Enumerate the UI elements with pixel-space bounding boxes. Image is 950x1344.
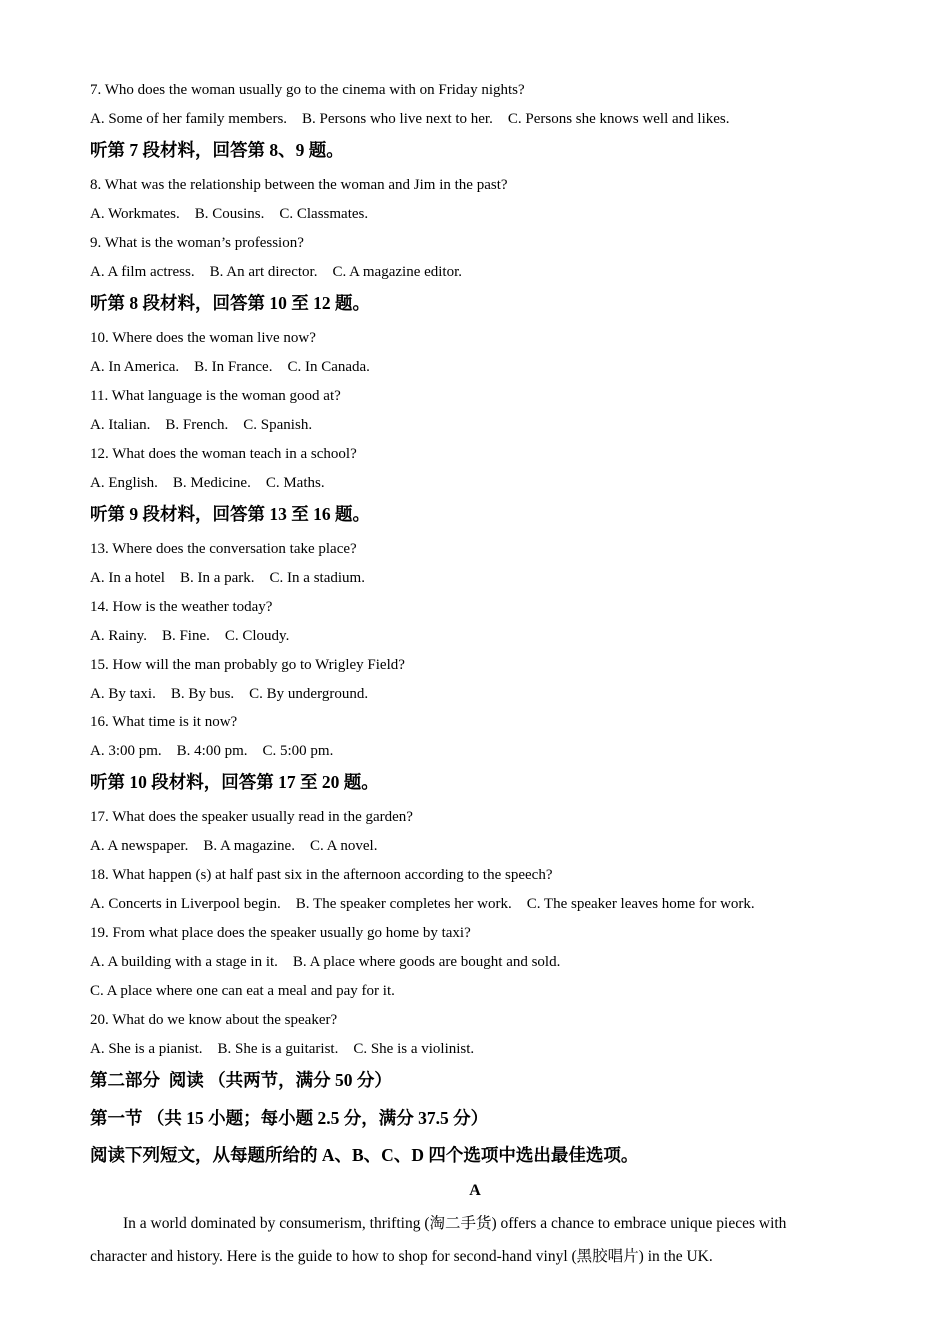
- question-text: 16. What time is it now?: [90, 714, 238, 730]
- section-heading: 听第 8 段材料，回答第 10 至 12 题。: [90, 293, 370, 313]
- answer-options: A. In America. B. In France. C. In Canada.: [90, 359, 370, 375]
- answer-options: A. A building with a stage in it. B. A place where goods are bought and sold.: [90, 954, 561, 970]
- answer-options: A. Italian. B. French. C. Spanish.: [90, 417, 313, 433]
- section-heading: 第二部分 阅读 （共两节，满分 50 分）: [90, 1070, 392, 1090]
- question-text: 11. What language is the woman good at?: [90, 388, 341, 404]
- question-text: 8. What was the relationship between the woman and Jim in the past?: [90, 177, 508, 193]
- question-text: 19. From what place does the speaker usually go home by taxi?: [90, 925, 471, 941]
- answer-options: A. She is a pianist. B. She is a guitarist. C. She is a violinist.: [90, 1041, 475, 1057]
- question-text: 20. What do we know about the speaker?: [90, 1012, 338, 1028]
- answer-options: A. Rainy. B. Fine. C. Cloudy.: [90, 628, 290, 644]
- section-heading: 听第 9 段材料，回答第 13 至 16 题。: [90, 504, 370, 524]
- answer-options: A. In a hotel B. In a park. C. In a stadium.: [90, 570, 365, 586]
- question-text: 7. Who does the woman usually go to the cinema with on Friday nights?: [90, 82, 525, 98]
- question-text: 15. How will the man probably go to Wrigley Field?: [90, 657, 405, 673]
- answer-options: A. A film actress. B. An art director. C. A magazine editor.: [90, 264, 463, 280]
- question-text: 17. What does the speaker usually read in the garden?: [90, 809, 413, 825]
- section-heading: 阅读下列短文，从每题所给的 A、B、C、D 四个选项中选出最佳选项。: [90, 1145, 639, 1165]
- question-text: 14. How is the weather today?: [90, 599, 273, 615]
- question-text: 12. What does the woman teach in a school?: [90, 446, 357, 462]
- answer-options: A. English. B. Medicine. C. Maths.: [90, 475, 325, 491]
- section-heading: 听第 10 段材料，回答第 17 至 20 题。: [90, 772, 379, 792]
- question-text: 13. Where does the conversation take place?: [90, 541, 357, 557]
- answer-options: A. 3:00 pm. B. 4:00 pm. C. 5:00 pm.: [90, 743, 334, 759]
- passage-title: A: [469, 1182, 481, 1199]
- answer-options: A. A newspaper. B. A magazine. C. A novel.: [90, 838, 378, 854]
- answer-options: C. A place where one can eat a meal and pay for it.: [90, 983, 395, 999]
- answer-options: A. Concerts in Liverpool begin. B. The speaker completes her work. C. The speaker leaves home for work.: [90, 896, 755, 912]
- answer-options: A. Some of her family members. B. Persons who live next to her. C. Persons she knows well and likes.: [90, 111, 730, 127]
- question-text: 9. What is the woman’s profession?: [90, 235, 304, 251]
- section-heading: 听第 7 段材料，回答第 8、9 题。: [90, 140, 344, 160]
- section-heading: 第一节 （共 15 小题；每小题 2.5 分，满分 37.5 分）: [90, 1108, 489, 1128]
- question-text: 18. What happen (s) at half past six in the afternoon according to the speech?: [90, 867, 553, 883]
- question-text: 10. Where does the woman live now?: [90, 330, 316, 346]
- passage-paragraph-line: character and history. Here is the guide to how to shop for second-hand vinyl (黑胶唱片) in the UK.: [90, 1248, 713, 1265]
- answer-options: A. Workmates. B. Cousins. C. Classmates.: [90, 206, 369, 222]
- answer-options: A. By taxi. B. By bus. C. By underground.: [90, 686, 369, 702]
- passage-paragraph-line: In a world dominated by consumerism, thrifting (淘二手货) offers a chance to embrace unique pieces with: [123, 1215, 787, 1232]
